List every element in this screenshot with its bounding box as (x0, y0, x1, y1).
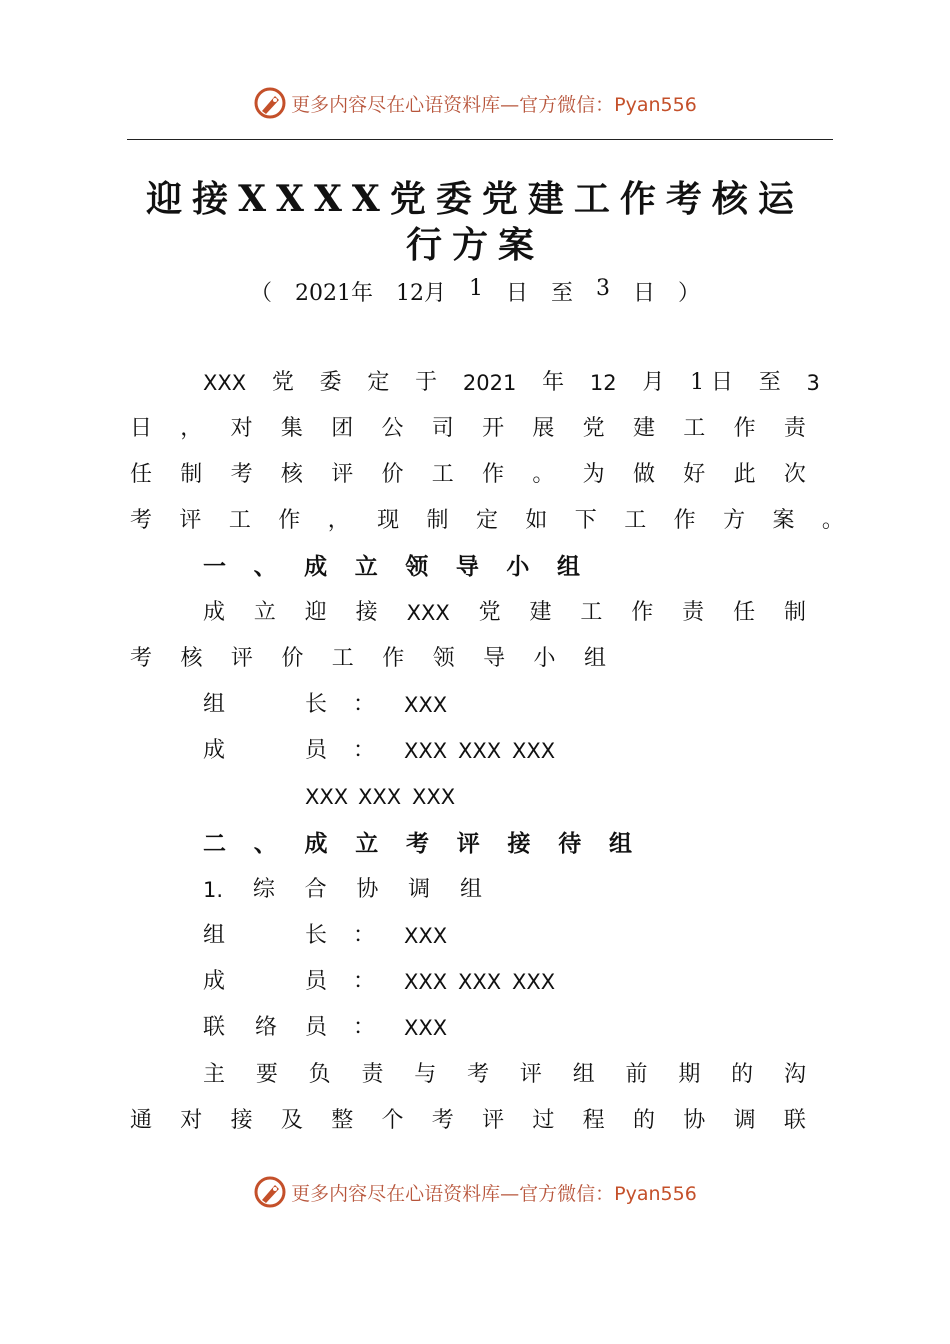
text-token: 案 (772, 508, 795, 533)
text-token: 考 (467, 1062, 490, 1087)
text-token: 核 (180, 646, 203, 671)
text-token: 迎 (304, 600, 327, 625)
text-token: 立 (354, 553, 378, 580)
text-token: 建 (529, 600, 552, 625)
text-token: 作 (733, 416, 756, 441)
text-token: 的 (632, 1108, 655, 1133)
header-watermark (0, 83, 950, 123)
text-token: 评 (331, 462, 354, 487)
section-heading (203, 829, 632, 859)
text-token: 负 (308, 1062, 331, 1087)
text-token: XXX (404, 693, 448, 717)
text-token: 工 (228, 508, 251, 533)
text-token: 2021 (462, 371, 517, 395)
text-token: 络 (255, 1015, 278, 1040)
text-token: 为 (582, 462, 605, 487)
text-token: 团 (331, 416, 354, 441)
text-token: 员 (305, 969, 328, 994)
text-token: 建 (632, 416, 655, 441)
text-line (203, 875, 482, 905)
text-token: 小 (533, 646, 556, 671)
text-line (130, 644, 606, 674)
text-token: XXX (458, 739, 502, 763)
text-token: 党 (478, 600, 501, 625)
text-token: 如 (525, 508, 548, 533)
date-token: 日 (505, 281, 528, 306)
pen-logo-icon (253, 86, 287, 120)
text-token: 1 日 (690, 370, 734, 395)
text-token: XXX (512, 970, 556, 994)
text-token: 工 (580, 600, 603, 625)
text-token: 前 (625, 1062, 648, 1087)
text-token: ， (327, 508, 350, 533)
text-token: 及 (280, 1108, 303, 1133)
text-token: 价 (281, 646, 304, 671)
date-token: 日 (632, 281, 655, 306)
text-token: 制 (426, 508, 449, 533)
text-token: 作 (631, 600, 654, 625)
text-token: 方 (723, 508, 746, 533)
date-token: （ (250, 281, 273, 306)
text-token: 过 (532, 1108, 555, 1133)
pen-logo-icon (253, 1175, 287, 1209)
text-token: 与 (414, 1062, 437, 1087)
text-token: 成 (203, 969, 226, 994)
text-token: 责 (783, 416, 806, 441)
text-token: 综 (252, 877, 275, 902)
text-line (0, 967, 950, 997)
text-token: 至 (758, 370, 781, 395)
text-line (0, 1013, 950, 1043)
text-token: 作 (673, 508, 696, 533)
text-token: 接 (230, 1108, 253, 1133)
text-token: 通 (130, 1108, 153, 1133)
text-token: 工 (624, 508, 647, 533)
text-token: 工 (431, 462, 454, 487)
text-token: 日 (130, 416, 153, 441)
text-token: 导 (455, 553, 479, 580)
text-token: XXX (358, 785, 402, 809)
text-token: 联 (203, 1015, 226, 1040)
text-token: XXX (305, 785, 349, 809)
text-token: 评 (179, 508, 202, 533)
text-token: 小 (506, 553, 530, 580)
text-token: 调 (408, 877, 431, 902)
text-token: 工 (331, 646, 354, 671)
text-token: 员 (305, 738, 328, 763)
text-token: 、 (253, 830, 277, 857)
text-token: XXX (203, 371, 247, 395)
date-token: 3 (595, 276, 610, 301)
text-token: 作 (482, 462, 505, 487)
watermark-text: 更多内容尽在心语资料库—官方微信：Pyan556 (291, 1182, 697, 1205)
text-token: 考 (130, 508, 153, 533)
text-token: 对 (230, 416, 253, 441)
text-token: 程 (582, 1108, 605, 1133)
text-token: 立 (355, 830, 379, 857)
date-token: 2021年 (295, 281, 373, 306)
text-line (130, 460, 806, 490)
text-token: 12 (589, 371, 617, 395)
text-token: 组 (572, 1062, 595, 1087)
text-token: 对 (180, 1108, 203, 1133)
text-token: 定 (475, 508, 498, 533)
text-token: 的 (731, 1062, 754, 1087)
text-token: 价 (381, 462, 404, 487)
text-token: 集 (280, 416, 303, 441)
text-line (0, 690, 950, 720)
text-token: 长 (305, 923, 328, 948)
text-line (0, 921, 950, 951)
text-token: ： (353, 692, 376, 717)
text-token: 二 (203, 830, 226, 857)
text-token: 成 (304, 830, 328, 857)
text-token: 责 (361, 1062, 384, 1087)
text-token: 接 (507, 830, 531, 857)
text-token: 月 (642, 370, 665, 395)
text-token: 组 (203, 923, 226, 948)
text-line (0, 782, 950, 812)
text-token: 党 (271, 370, 294, 395)
text-token: 3 (806, 371, 820, 395)
text-token: 作 (382, 646, 405, 671)
text-token: 委 (319, 370, 342, 395)
text-token: ： (353, 1015, 376, 1040)
document-title-line-1: 迎接XXXX党委党建工作考核运 (146, 178, 804, 220)
text-token: 制 (180, 462, 203, 487)
text-token: 、 (253, 553, 277, 580)
text-token: 考 (431, 1108, 454, 1133)
text-token: 成 (203, 600, 226, 625)
date-token: ） (677, 281, 700, 306)
text-token: 好 (683, 462, 706, 487)
text-token: 此 (733, 462, 756, 487)
date-range (250, 276, 700, 307)
text-token: 考 (230, 462, 253, 487)
text-token: XXX (404, 739, 448, 763)
text-token: 党 (582, 416, 605, 441)
text-token: 主 (203, 1062, 226, 1087)
section-heading (203, 552, 580, 582)
text-token: 评 (519, 1062, 542, 1087)
text-token: 要 (255, 1062, 278, 1087)
text-line (130, 414, 806, 444)
text-line (203, 598, 806, 628)
text-token: 次 (783, 462, 806, 487)
text-token: 员 (305, 1015, 328, 1040)
text-token: 调 (733, 1108, 756, 1133)
text-token: 长 (305, 692, 328, 717)
footer-watermark (0, 1172, 950, 1212)
text-token: 期 (678, 1062, 701, 1087)
text-token: 成 (304, 553, 328, 580)
text-line (203, 368, 820, 398)
text-token: 评 (456, 830, 480, 857)
text-token: 接 (355, 600, 378, 625)
text-line (203, 1060, 806, 1090)
text-token: 立 (253, 600, 276, 625)
text-token: 协 (356, 877, 379, 902)
text-token: 考 (130, 646, 153, 671)
text-token: ， (180, 416, 203, 441)
document-title-line-2: 行方案 (405, 224, 544, 266)
text-token: 组 (583, 646, 606, 671)
text-token: 定 (367, 370, 390, 395)
text-line (0, 736, 950, 766)
text-token: 导 (483, 646, 506, 671)
text-token: 组 (203, 692, 226, 717)
text-token: 下 (574, 508, 597, 533)
text-token: 评 (482, 1108, 505, 1133)
text-token: 沟 (783, 1062, 806, 1087)
date-token: 至 (550, 281, 573, 306)
text-token: XXX (412, 785, 456, 809)
text-token: 核 (280, 462, 303, 487)
text-token: 工 (683, 416, 706, 441)
header-divider (127, 139, 833, 140)
date-token: 1 (468, 276, 483, 301)
watermark-text: 更多内容尽在心语资料库—官方微信：Pyan556 (291, 93, 697, 116)
text-token: 领 (432, 646, 455, 671)
text-token: 司 (431, 416, 454, 441)
text-token: 作 (278, 508, 301, 533)
text-token: 一 (203, 553, 226, 580)
text-token: XXX (458, 970, 502, 994)
text-token: XXX (404, 1016, 448, 1040)
text-token: 个 (381, 1108, 404, 1133)
text-token: 制 (783, 600, 806, 625)
text-token: 责 (682, 600, 705, 625)
text-token: ： (353, 738, 376, 763)
text-token: XXX (404, 970, 448, 994)
text-token: 评 (230, 646, 253, 671)
text-token: 待 (558, 830, 582, 857)
text-token: 展 (532, 416, 555, 441)
text-token: 联 (783, 1108, 806, 1133)
text-token: 成 (203, 738, 226, 763)
text-token: ： (353, 923, 376, 948)
text-token: XXX (406, 601, 450, 625)
text-token: XXX (404, 924, 448, 948)
text-token: 组 (609, 830, 632, 857)
text-token: 协 (683, 1108, 706, 1133)
text-token: XXX (512, 739, 556, 763)
text-token: 于 (415, 370, 438, 395)
text-token: 现 (377, 508, 400, 533)
text-token: 1. (203, 878, 224, 902)
text-line (130, 506, 844, 536)
text-token: 做 (632, 462, 655, 487)
text-token: 年 (542, 370, 565, 395)
text-token: 任 (130, 462, 153, 487)
text-token: 开 (482, 416, 505, 441)
text-token: 组 (459, 877, 482, 902)
text-token: ： (353, 969, 376, 994)
text-token: 考 (406, 830, 429, 857)
text-token: 任 (733, 600, 756, 625)
text-token: 。 (532, 462, 555, 487)
date-token: 12月 (395, 281, 446, 306)
text-line (130, 1106, 806, 1136)
text-token: 组 (556, 553, 580, 580)
text-token: 合 (304, 877, 327, 902)
text-token: 。 (821, 508, 844, 533)
text-token: 整 (331, 1108, 354, 1133)
text-token: 公 (381, 416, 404, 441)
text-token: 领 (405, 553, 429, 580)
